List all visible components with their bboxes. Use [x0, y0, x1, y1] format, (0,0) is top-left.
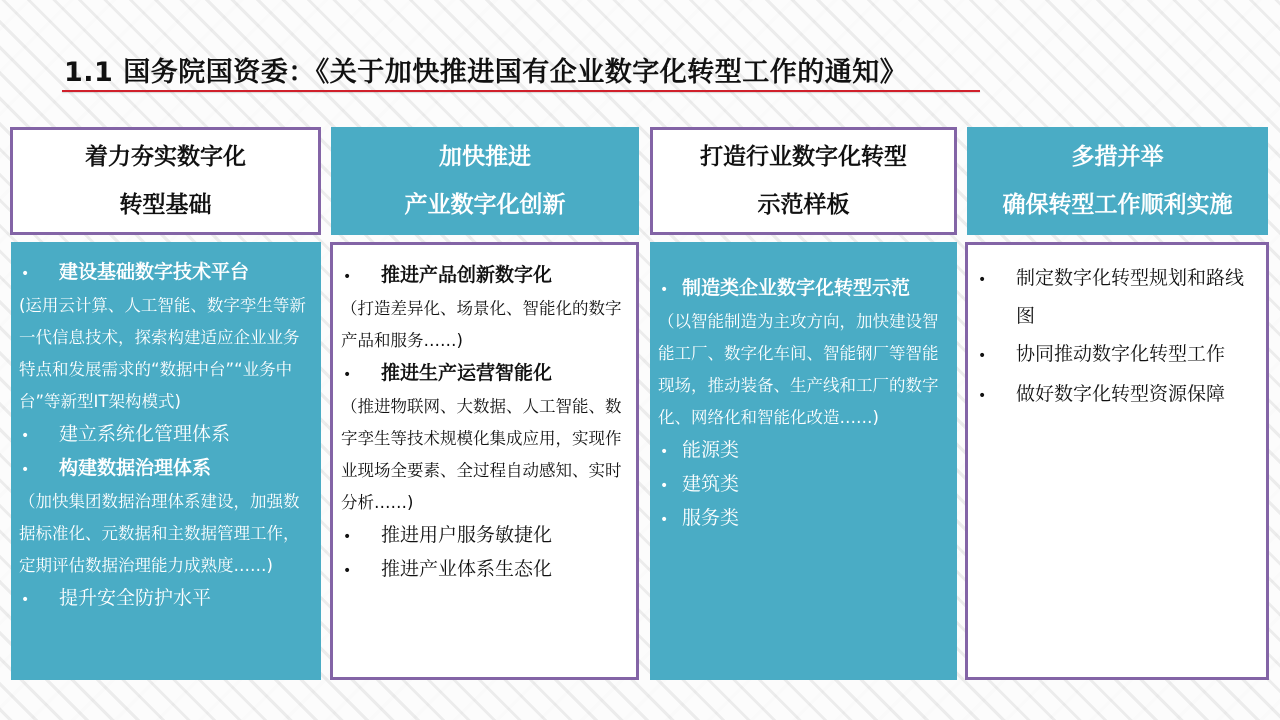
list-item: [976, 375, 1258, 415]
list-item-label: 能源类: [682, 439, 740, 461]
list-item: [658, 502, 949, 536]
bullet-icon: •: [21, 462, 30, 478]
list-item-label: 建立系统化管理体系: [59, 423, 231, 445]
column-4-header-line1: 多措并举: [1071, 144, 1164, 170]
list-item: [341, 259, 628, 293]
list-item-note: （推进物联网、大数据、人工智能、数字孪生等技术规模化集成应用，实现作业现场全要素、全过程自动感知、实时分析……): [341, 397, 622, 512]
bullet-icon: •: [978, 348, 987, 364]
bullet-icon: •: [978, 388, 987, 404]
list-item: [341, 519, 628, 553]
bullet-icon: •: [660, 512, 669, 528]
list-item-label: 推进产业体系生态化: [381, 558, 553, 580]
list-item: [19, 452, 313, 486]
column-2-body: [330, 242, 639, 680]
bullet-icon: •: [21, 592, 30, 608]
bullet-icon: •: [978, 272, 987, 288]
column-2-header: [331, 127, 639, 235]
list-item-label: 做好数字化转型资源保障: [1016, 383, 1226, 405]
list-item: [19, 582, 313, 616]
column-2-header-line2: 产业数字化创新: [404, 192, 566, 218]
title-underline: [62, 90, 980, 92]
column-4-body: [965, 242, 1269, 680]
column-4-header: [967, 127, 1268, 235]
bullet-icon: •: [343, 529, 352, 545]
list-item: [341, 357, 628, 391]
list-item-note: （以智能制造为主攻方向，加快建设智能工厂、数字化车间、智能钢厂等智能现场，推动装备、生产线和工厂的数字化、网络化和智能化改造……): [658, 312, 939, 427]
column-1-header-line2: 转型基础: [119, 192, 212, 218]
list-item-note: （加快集团数据治理体系建设，加强数据标准化、元数据和主数据管理工作，定期评估数据治理能力成熟度……): [19, 492, 300, 575]
list-item: [658, 468, 949, 502]
list-item-label: 推进产品创新数字化: [381, 264, 553, 286]
slide-title: 1.1 国务院国资委：《关于加快推进国有企业数字化转型工作的通知》: [64, 57, 908, 88]
list-item: [976, 259, 1258, 335]
column-1-header: [10, 127, 321, 235]
list-item-label: 提升安全防护水平: [59, 587, 212, 609]
bullet-icon: •: [660, 282, 669, 298]
column-3-header-line2: 示范样板: [757, 192, 850, 218]
column-3-header-line1: 打造行业数字化转型: [700, 144, 907, 170]
list-item: [19, 256, 313, 290]
column-4-header-line2: 确保转型工作顺利实施: [1002, 192, 1233, 218]
bullet-icon: •: [21, 266, 30, 282]
bullet-icon: •: [660, 444, 669, 460]
bullet-icon: •: [660, 478, 669, 494]
list-item-label: 制定数字化转型规划和路线图: [1016, 267, 1245, 327]
list-item: [658, 434, 949, 468]
list-item-label: 服务类: [682, 507, 740, 529]
list-item-label: 建筑类: [682, 473, 740, 495]
column-1-header-line1: 着力夯实数字化: [85, 144, 246, 170]
list-item-label: 构建数据治理体系: [59, 457, 212, 479]
list-item-label: 协同推动数字化转型工作: [1016, 343, 1226, 365]
list-item: [658, 272, 949, 306]
column-3-body: [650, 242, 957, 680]
list-item-label: 推进用户服务敏捷化: [381, 524, 553, 546]
list-item-note: （打造差异化、场景化、智能化的数字产品和服务……): [341, 299, 622, 350]
list-item: [976, 335, 1258, 375]
list-item-label: 推进生产运营智能化: [381, 362, 553, 384]
column-2-header-line1: 加快推进: [439, 144, 531, 170]
list-item-label: 制造类企业数字化转型示范: [682, 277, 911, 299]
column-3-header: [650, 127, 957, 235]
list-item: [19, 418, 313, 452]
bullet-icon: •: [343, 563, 352, 579]
list-item-note: (运用云计算、人工智能、数字孪生等新一代信息技术，探索构建适应企业业务特点和发展需求的“数据中台”“业务中台”等新型IT架构模式): [19, 296, 306, 411]
column-1-body: [11, 242, 321, 680]
list-item: [341, 553, 628, 587]
bullet-icon: •: [21, 428, 30, 444]
bullet-icon: •: [343, 269, 352, 285]
bullet-icon: •: [343, 367, 352, 383]
list-item-label: 建设基础数字技术平台: [59, 261, 250, 283]
